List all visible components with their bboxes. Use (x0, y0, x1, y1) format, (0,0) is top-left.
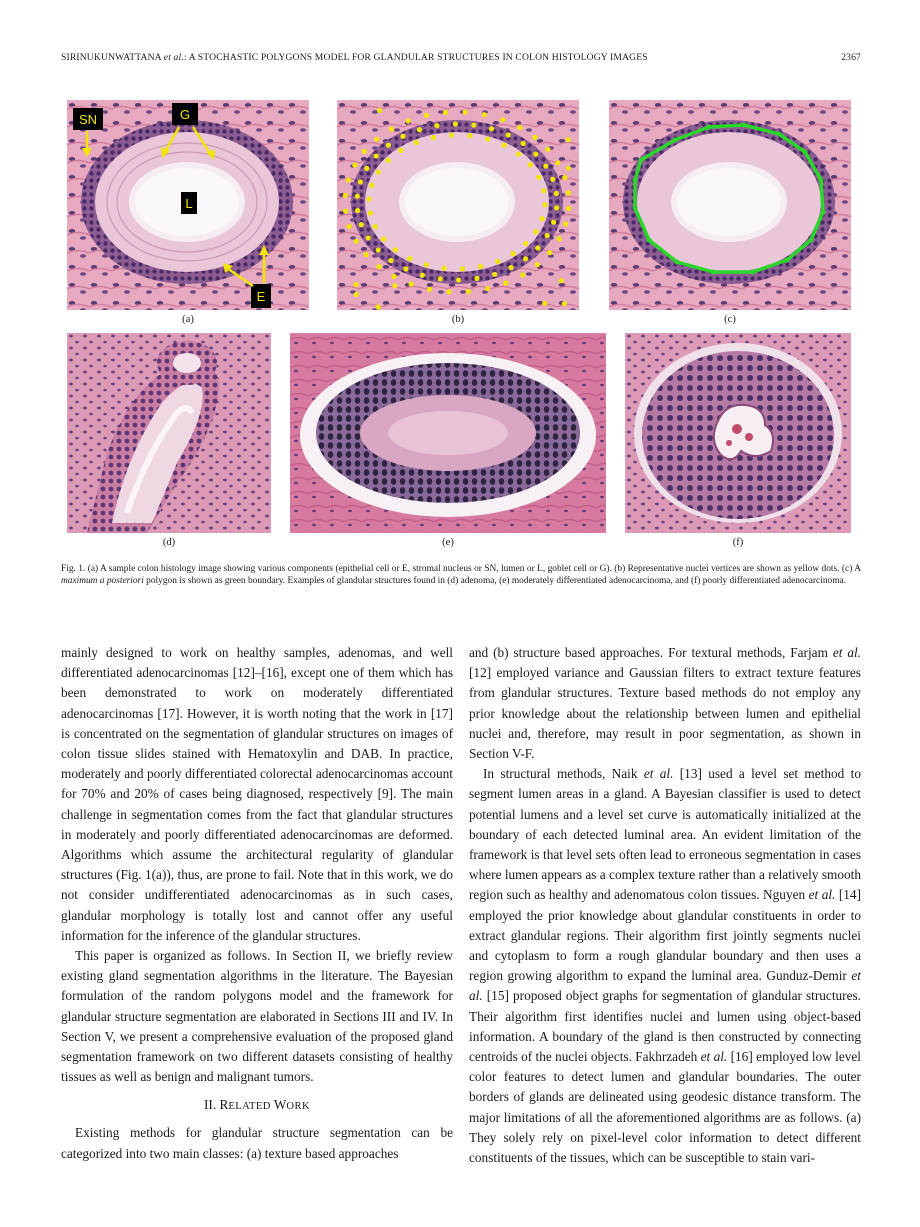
annotation-l (181, 192, 197, 214)
rp2-e: [16] employed low level color features to detect lumen and glandular boundaries. The outer borders of glands are delineated using geodesic distance transform. The major limitations of all the aforementioned algorithms are as follows. (a) They solely rely on pixel-level color information to detect different constituents of the tissues, which can be susceptible to stain vari- (469, 1049, 861, 1166)
right-paragraph-2 (469, 764, 861, 1168)
left-paragraph-3: Existing methods for glandular structure segmentation can be categorized into two main classes: (a) texture based approaches (61, 1125, 453, 1161)
rp2-c: [14] employed the prior knowledge about glandular constituents in order to extract glandular regions. Their algorithm first jointly segments nuclei and cytoplasm to form a rough glandular boundary and then uses a region growing algorithm to expand the luminal area. Gunduz-Demir (469, 887, 862, 984)
panel-label-b: (b) (451, 314, 465, 325)
panel-label-f: (f) (732, 537, 744, 548)
running-head-title: : A STOCHASTIC POLYGONS MODEL FOR GLANDULAR STRUCTURES IN COLON HISTOLOGY IMAGES (183, 52, 648, 63)
rp1-etal: et al. (832, 645, 861, 660)
left-paragraph-2: This paper is organized as follows. In Section II, we briefly review existing gland segmentation algorithms in the literature. The Bayesian formulation of the random polygons model and the framework for glandular structure segmentation are elaborated in Sections III and IV. In Section V, we present a comprehensive evaluation of the proposed gland segmentation framework on two different datasets consisting of healthy tissues as well as benign and malignant tumors. (61, 948, 453, 1085)
figure-panel-e (290, 333, 606, 533)
histology-image-e (290, 333, 606, 533)
caption-emphasis: maximum a posteriori (61, 576, 144, 587)
rp2-etal-3: et al. (469, 968, 861, 1004)
svg-text:SN: SN (78, 112, 98, 127)
svg-text:L: L (185, 196, 193, 211)
left-paragraph-1: mainly designed to work on healthy samples, adenomas, and well differentiated adenocarcinomas [12]–[16], except one of them which has been demonstrated to work on moderately differentiated adenocarcinomas [17]. However, it is worth noting that the work in [17] is concentrated on the segmentation of glandular structures on images of colon tissue slides stained with Hematoxylin and DAB. In practice, moderately and poorly differentiated colorectal adenocarcinomas account for 70% and 20% of cases being diagnosed, respectively [9]. The main challenge in segmentation comes from the fact that glandular structures in moderately and poorly differentiated adenocarcinomas are deformed. Algorithms which assume the architectural regularity of glandular structures (Fig. 1(a)), thus, are prone to fail. Note that in this work, we do not consider undifferentiated adenocarcinomas as in such cases, glandular morphology is totally lost and cannot offer any useful information for the inference of the glandular structures. (61, 645, 453, 943)
section-title-ork: ORK (286, 1101, 310, 1113)
rp2-d: [15] proposed object graphs for segmentation of glandular structures. Their algorithm first identifies nuclei and lumen using object-based information. A boundary of the gland is then constructed by connecting centroids of the nuclei objects. Fakhrzadeh (469, 988, 861, 1065)
right-column (469, 643, 861, 1168)
running-head (61, 52, 648, 63)
section-title-w: W (273, 1097, 287, 1113)
caption-text-1: Fig. 1. (a) A sample colon histology image showing various components (epithelial cell or E, stromal nucleus or SN, lumen or L, goblet cell or G). (b) Representative nuclei vertices are shown as yellow dots. (c) A (61, 564, 861, 574)
figure-panel-a (67, 100, 309, 310)
figure-panel-b (337, 100, 579, 310)
panel-label-c: (c) (724, 314, 736, 325)
rp1-a: and (b) structure based approaches. For textural methods, Farjam (469, 645, 833, 660)
rp2-etal-1: et al. (643, 766, 674, 782)
histology-image-f (625, 333, 851, 533)
svg-text:E: E (256, 289, 266, 304)
section-number: II. (204, 1097, 220, 1113)
figure-panel-f (625, 333, 851, 533)
figure-panel-d (67, 333, 271, 533)
page-number: 2367 (841, 52, 861, 63)
figure-caption (61, 563, 861, 588)
panel-label-a: (a) (182, 314, 194, 325)
figure-panel-c (609, 100, 851, 310)
right-paragraph-1 (469, 643, 861, 764)
panel-label-e: (e) (442, 537, 454, 548)
panel-label-d: (d) (162, 537, 176, 548)
running-head-authors: SIRINUKUNWATTANA (61, 52, 164, 63)
rp1-b: [12] employed variance and Gaussian filters to extract texture features from glandular structures. Texture based methods do not employ any prior knowledge about the relationship between lumen and epithelial nuclei and, therefore, may result in poor segmentation, as shown in Section V-F. (469, 665, 861, 762)
section-title-elated: ELATED (228, 1101, 274, 1113)
histology-image-d (67, 333, 271, 533)
rp2-b: [13] used a level set method to segment lumen areas in a gland. A Bayesian classifier is used to detect potential lumens and a level set curve is automatically initialized at the boundary of each detected luminal area. An evident limitation of the framework is that level sets often lead to erroneous segmentation in cases where lumen appears as a complex texture rather than a relatively smooth region such as healthy and adenomatous colon tissues. Nguyen (469, 766, 861, 903)
section-title-r: R (219, 1097, 229, 1113)
histology-image-b (337, 100, 579, 310)
rp2-etal-4: et al. (700, 1049, 728, 1065)
histology-image-c (609, 100, 851, 310)
caption-text-2: polygon is shown as green boundary. Examples of glandular structures found in (d) adenoma, (e) moderately differentiated adenocarcinoma, and (f) poorly differentiated adenocarcinoma. (143, 576, 846, 587)
section-heading (61, 1095, 453, 1117)
rp2-a: In structural methods, Naik (483, 766, 644, 782)
running-header (61, 52, 861, 66)
svg-text:G: G (179, 107, 191, 122)
running-head-etal: et al. (163, 52, 184, 63)
rp2-etal-2: et al. (808, 887, 836, 903)
histology-image-a (67, 100, 309, 310)
left-column (61, 643, 453, 1164)
